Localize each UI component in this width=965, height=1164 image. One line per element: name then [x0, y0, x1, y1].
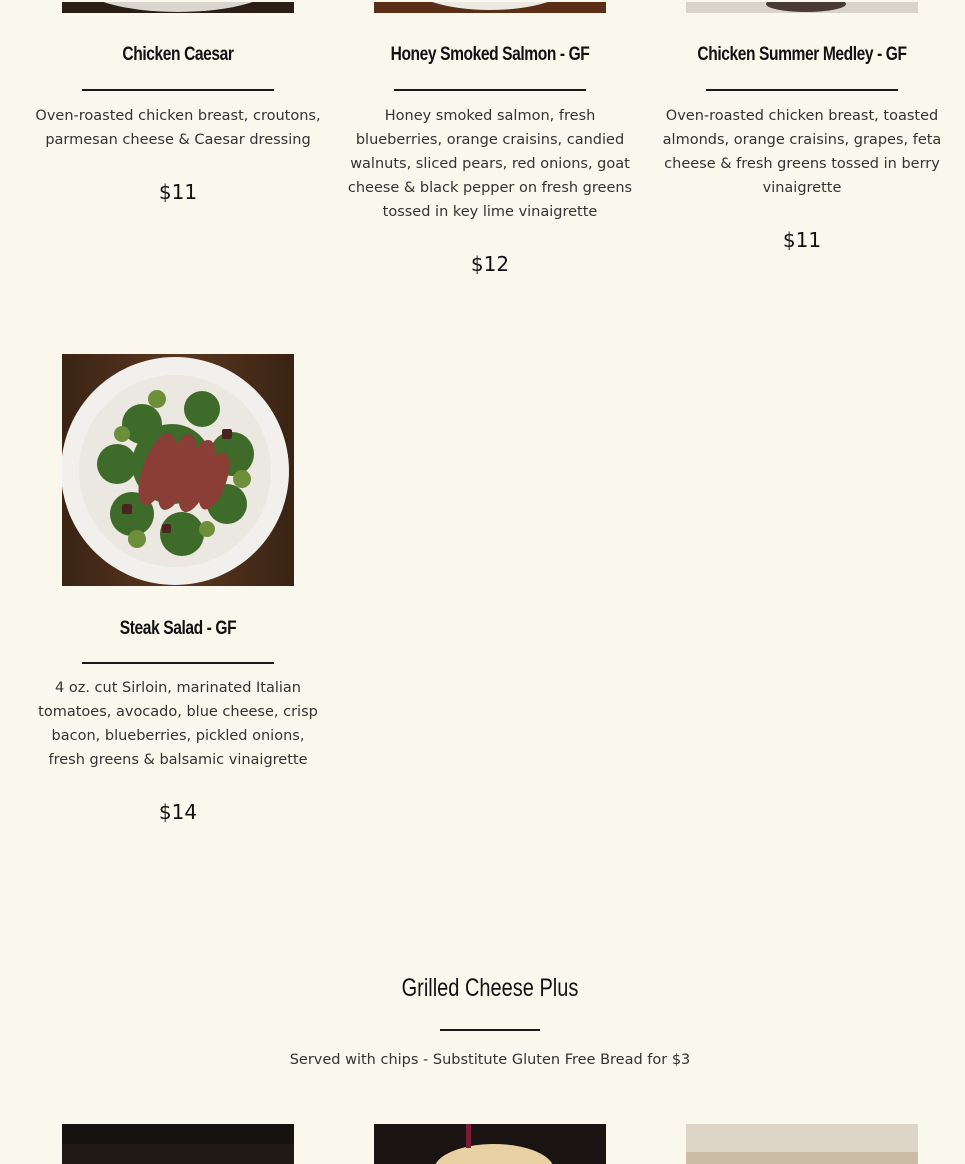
- item-description: Oven-roasted chicken breast, toasted almonds, orange craisins, grapes, feta cheese & fresh greens tossed in berry vinaigrette $11: [652, 104, 952, 252]
- chicken-caesar-photo: [62, 0, 294, 13]
- grilled-cheese-photo-3: [686, 1124, 918, 1164]
- item-name: Steak Salad - GF: [119, 618, 237, 639]
- section-subtitle: Served with chips - Substitute Gluten Free Bread for $3: [289, 1052, 691, 1068]
- divider: [82, 89, 274, 91]
- item-price: $14: [158, 800, 198, 824]
- grilled-cheese-photo-2: [374, 1124, 606, 1164]
- item-name: Chicken Summer Medley - GF: [697, 44, 907, 65]
- item-price: $11: [158, 180, 198, 204]
- honey-smoked-salmon-photo: [374, 0, 606, 13]
- section-divider: [440, 1029, 540, 1031]
- steak-salad-photo: [62, 354, 294, 586]
- item-name: Chicken Caesar: [122, 44, 234, 65]
- grilled-cheese-photo-1: [62, 1124, 294, 1164]
- chicken-summer-medley-photo: [686, 0, 918, 13]
- item-description: 4 oz. cut Sirloin, marinated Italian tomatoes, avocado, blue cheese, crisp bacon, blueberries, pickled onions, fresh greens & balsamic vinaigrette: [38, 680, 318, 768]
- item-name: Honey Smoked Salmon - GF: [390, 44, 590, 65]
- item-description: Oven-roasted chicken breast, croutons, parmesan cheese & Caesar dressing $11: [28, 104, 328, 204]
- divider: [394, 89, 586, 91]
- item-price: $11: [782, 228, 822, 252]
- divider: [82, 662, 274, 664]
- divider: [706, 89, 898, 91]
- item-description: Honey smoked salmon, fresh blueberries, orange craisins, candied walnuts, sliced pears, red onions, goat cheese & black pepper on fresh greens tossed in key lime vinaigrette $12: [340, 104, 640, 276]
- item-price: $12: [470, 252, 510, 276]
- section-title: Grilled Cheese Plus: [401, 974, 579, 1002]
